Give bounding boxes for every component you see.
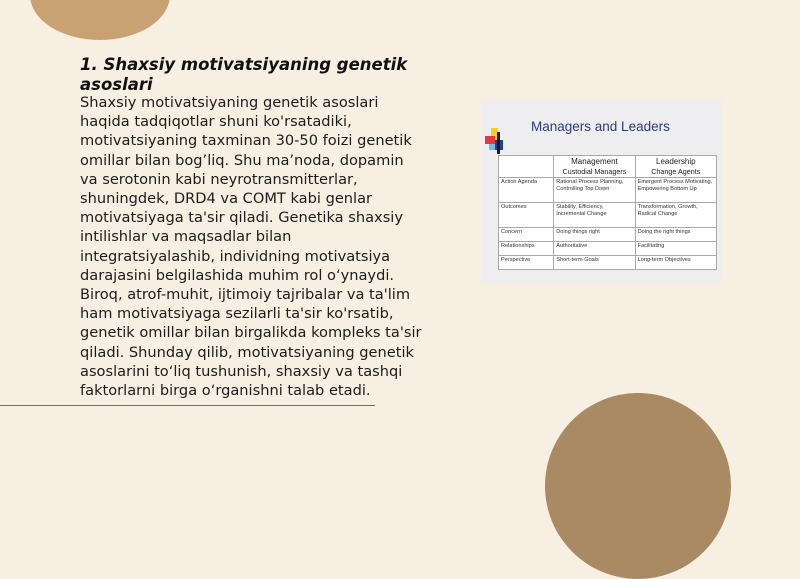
table-header-row — [499, 156, 717, 178]
colored-blocks-icon — [483, 124, 511, 156]
slide-title: 1. Shaxsiy motivatsiyaning genetik asoslari — [80, 55, 408, 94]
management-cell: Doing things right — [554, 228, 635, 242]
header-leadership-sub: Change Agents — [651, 167, 701, 176]
header-empty-cell — [499, 156, 554, 178]
row-label: Concern — [499, 228, 554, 242]
table-row — [499, 242, 717, 256]
management-cell: Rational Process Planning, Controlling Top Down — [554, 178, 635, 203]
row-label: Outcomes — [499, 203, 554, 228]
table-row — [499, 203, 717, 228]
leadership-cell: Facilitating — [635, 242, 716, 256]
header-management-sub: Custodial Managers — [562, 167, 627, 176]
header-management-label: Management — [571, 157, 618, 166]
table-row — [499, 256, 717, 270]
leadership-cell: Emergent Process Motivating, Empowering Bottom Up — [635, 178, 716, 203]
managers-leaders-table — [498, 155, 717, 270]
leadership-cell: Long-term Objectives — [635, 256, 716, 270]
decorative-circle-top — [30, 0, 170, 40]
row-label: Action Agenda — [499, 178, 554, 203]
management-cell: Authoritative — [554, 242, 635, 256]
decorative-circle-bottom — [545, 393, 731, 579]
figure-title: Managers and Leaders — [531, 119, 670, 134]
leadership-cell: Transformation, Growth, Radical Change — [635, 203, 716, 228]
row-label: Relationships — [499, 242, 554, 256]
header-leadership — [635, 156, 716, 178]
header-management — [554, 156, 635, 178]
leadership-cell: Doing the right things — [635, 228, 716, 242]
management-cell: Short-term Goals — [554, 256, 635, 270]
row-label: Perspective — [499, 256, 554, 270]
slide-body-text: Shaxsiy motivatsiyaning genetik asoslari haqida tadqiqotlar shuni ko'rsatadiki, motivatsiyaning taxminan 30-50 foizi genetik omillar bilan bog’liq. Shu ma’noda, dopamin va serotonin kabi neyrotransmitterlar, shuningdek, DRD4 va COMT kabi genlar motivatsiyaga ta'sir qiladi. Genetika shaxsiy intilishlar va maqsadlar bilan integratsiyalashib, individning motivatsiya darajasini belgilashida muhim rol o‘ynaydi. Biroq, atrof-muhit, ijtimoiy tajribalar va ta'lim ham motivatsiyaga sezilarli ta'sir ko'rsatib, genetik omillar bilan birgalikda kompleks ta'sir qiladi. Shunday qilib, motivatsiyaning genetik asoslarini to‘liq tushunish, shaxsiy va tashqi faktorlarni birga o‘rganishni talab etadi. — [80, 94, 422, 400]
management-cell: Stability, Efficiency, Incremental Change — [554, 203, 635, 228]
managers-leaders-figure — [481, 100, 722, 283]
table-row — [499, 178, 717, 203]
divider-line — [0, 405, 375, 406]
table-row — [499, 228, 717, 242]
header-leadership-label: Leadership — [656, 157, 696, 166]
